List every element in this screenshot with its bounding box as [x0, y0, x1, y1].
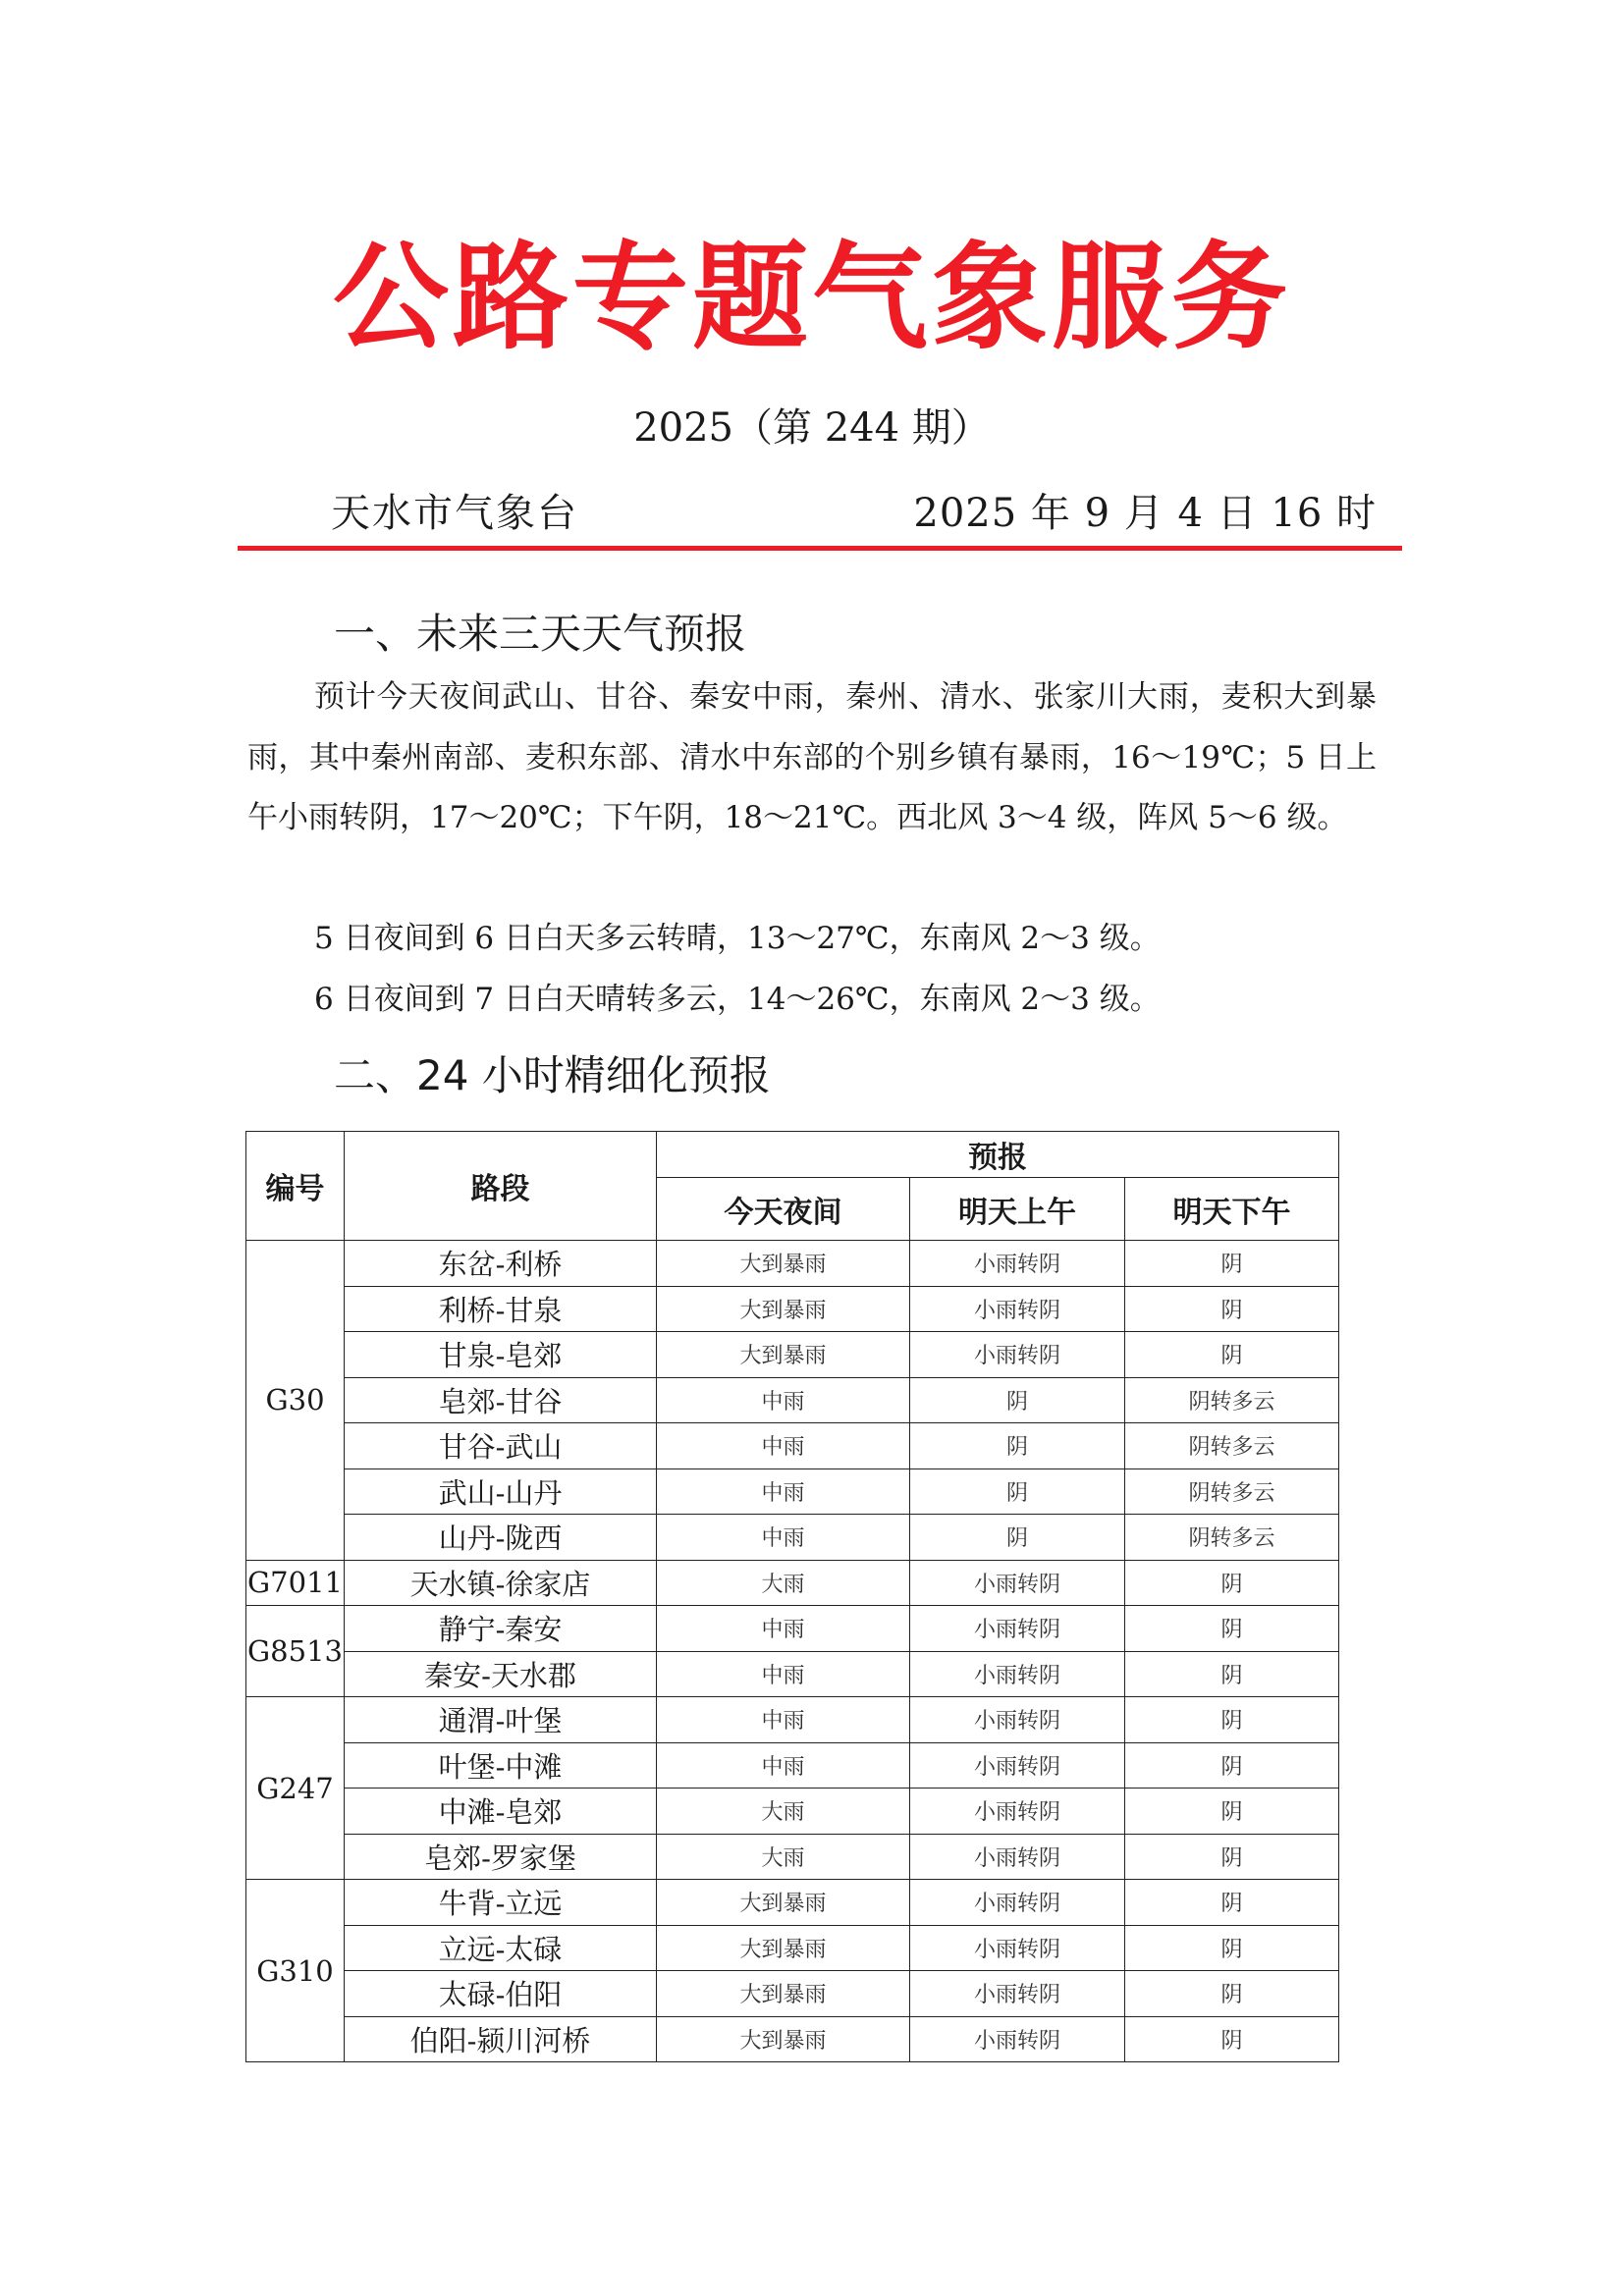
- tomorrow-pm-cell: 阴: [1125, 1332, 1339, 1378]
- header-segment: 路段: [345, 1132, 657, 1241]
- road-segment-cell: 皂郊-罗家堡: [345, 1834, 657, 1880]
- tonight-cell: 中雨: [657, 1651, 910, 1697]
- tonight-cell: 大到暴雨: [657, 1971, 910, 2017]
- road-segment-cell: 武山-山丹: [345, 1468, 657, 1515]
- road-code-cell: G7011: [246, 1560, 345, 1606]
- header-code: 编号: [246, 1132, 345, 1241]
- tomorrow-am-cell: 小雨转阴: [910, 1241, 1125, 1287]
- issue-number: 2025（第 244 期）: [633, 405, 991, 451]
- issuing-organization: 天水市气象台: [331, 491, 578, 536]
- tomorrow-am-cell: 小雨转阴: [910, 1880, 1125, 1926]
- tomorrow-am-cell: 阴: [910, 1377, 1125, 1423]
- tonight-cell: 大雨: [657, 1789, 910, 1835]
- section-heading-24h: 二、24 小时精细化预报: [334, 1051, 771, 1099]
- road-segment-cell: 利桥-甘泉: [345, 1286, 657, 1332]
- tonight-cell: 大雨: [657, 1834, 910, 1880]
- tomorrow-am-cell: 小雨转阴: [910, 1789, 1125, 1835]
- tonight-cell: 大到暴雨: [657, 1241, 910, 1287]
- road-segment-cell: 甘泉-皂郊: [345, 1332, 657, 1378]
- tonight-cell: 中雨: [657, 1515, 910, 1561]
- road-segment-cell: 山丹-陇西: [345, 1515, 657, 1561]
- tonight-cell: 大到暴雨: [657, 1286, 910, 1332]
- tomorrow-pm-cell: 阴: [1125, 1697, 1339, 1743]
- header-forecast: 预报: [657, 1132, 1339, 1178]
- road-code-cell: G8513: [246, 1606, 345, 1697]
- tomorrow-am-cell: 小雨转阴: [910, 1697, 1125, 1743]
- tonight-cell: 大到暴雨: [657, 1880, 910, 1926]
- tonight-cell: 中雨: [657, 1742, 910, 1789]
- table-row: [246, 1332, 1339, 1378]
- road-code-cell: G247: [246, 1697, 345, 1880]
- road-segment-cell: 太碌-伯阳: [345, 1971, 657, 2017]
- table-row: [246, 1834, 1339, 1880]
- tomorrow-am-cell: 小雨转阴: [910, 1834, 1125, 1880]
- road-segment-cell: 天水镇-徐家店: [345, 1560, 657, 1606]
- road-code-cell: G310: [246, 1880, 345, 2062]
- header-tomorrow-am: 明天上午: [910, 1178, 1125, 1241]
- road-segment-cell: 立远-太碌: [345, 1925, 657, 1971]
- tomorrow-pm-cell: 阴转多云: [1125, 1468, 1339, 1515]
- tonight-cell: 大雨: [657, 1560, 910, 1606]
- tomorrow-pm-cell: 阴: [1125, 1742, 1339, 1789]
- tomorrow-pm-cell: 阴: [1125, 1286, 1339, 1332]
- road-segment-cell: 通渭-叶堡: [345, 1697, 657, 1743]
- road-code-cell: G30: [246, 1241, 345, 1561]
- header-tomorrow-pm: 明天下午: [1125, 1178, 1339, 1241]
- table-row: [246, 1286, 1339, 1332]
- tomorrow-pm-cell: 阴: [1125, 1789, 1339, 1835]
- table-row: [246, 1606, 1339, 1652]
- table-row: [246, 1560, 1339, 1606]
- table-row: [246, 1377, 1339, 1423]
- tomorrow-am-cell: 小雨转阴: [910, 1286, 1125, 1332]
- issue-date: 2025 年 9 月 4 日 16 时: [913, 491, 1377, 536]
- table-row: [246, 1971, 1339, 2017]
- forecast-paragraph-3: 6 日夜间到 7 日白天晴转多云，14～26℃，东南风 2～3 级。: [314, 982, 1161, 1017]
- tomorrow-am-cell: 小雨转阴: [910, 1971, 1125, 2017]
- tonight-cell: 中雨: [657, 1423, 910, 1469]
- forecast-paragraph-1: 预计今天夜间武山、甘谷、秦安中雨，秦州、清水、张家川大雨，麦积大到暴雨，其中秦州南部、麦积东部、清水中东部的个别乡镇有暴雨，16～19℃；5 日上午小雨转阴，17～20℃；下午阴，18～21℃。西北风 3～4 级，阵风 5～6 级。: [247, 679, 1377, 835]
- tomorrow-am-cell: 小雨转阴: [910, 1651, 1125, 1697]
- tomorrow-am-cell: 小雨转阴: [910, 1606, 1125, 1652]
- tonight-cell: 大到暴雨: [657, 1332, 910, 1378]
- table-row: [246, 1789, 1339, 1835]
- header-divider: [238, 546, 1402, 551]
- tonight-cell: 中雨: [657, 1606, 910, 1652]
- road-segment-cell: 甘谷-武山: [345, 1423, 657, 1469]
- table-row: [246, 2016, 1339, 2062]
- forecast-paragraph-2: 5 日夜间到 6 日白天多云转晴，13～27℃，东南风 2～3 级。: [314, 921, 1161, 956]
- table-row: [246, 1423, 1339, 1469]
- tomorrow-am-cell: 阴: [910, 1468, 1125, 1515]
- document-title: 公路专题气象服务: [332, 230, 1291, 365]
- road-segment-cell: 中滩-皂郊: [345, 1789, 657, 1835]
- tomorrow-pm-cell: 阴: [1125, 1651, 1339, 1697]
- tomorrow-pm-cell: 阴: [1125, 1241, 1339, 1287]
- table-row: [246, 1241, 1339, 1287]
- tomorrow-am-cell: 小雨转阴: [910, 1742, 1125, 1789]
- tonight-cell: 中雨: [657, 1468, 910, 1515]
- table-row: [246, 1880, 1339, 1926]
- forecast-table: [245, 1131, 1339, 2062]
- road-segment-cell: 叶堡-中滩: [345, 1742, 657, 1789]
- section-heading-forecast: 一、未来三天天气预报: [334, 610, 747, 658]
- tomorrow-pm-cell: 阴: [1125, 2016, 1339, 2062]
- road-segment-cell: 静宁-秦安: [345, 1606, 657, 1652]
- tomorrow-am-cell: 小雨转阴: [910, 1560, 1125, 1606]
- road-segment-cell: 皂郊-甘谷: [345, 1377, 657, 1423]
- tomorrow-pm-cell: 阴转多云: [1125, 1423, 1339, 1469]
- table-row: [246, 1515, 1339, 1561]
- tomorrow-am-cell: 小雨转阴: [910, 1925, 1125, 1971]
- forecast-table-body: [246, 1241, 1339, 2062]
- tomorrow-pm-cell: 阴: [1125, 1834, 1339, 1880]
- road-segment-cell: 秦安-天水郡: [345, 1651, 657, 1697]
- road-segment-cell: 伯阳-颍川河桥: [345, 2016, 657, 2062]
- tonight-cell: 中雨: [657, 1697, 910, 1743]
- road-segment-cell: 东岔-利桥: [345, 1241, 657, 1287]
- table-row: [246, 1697, 1339, 1743]
- tonight-cell: 中雨: [657, 1377, 910, 1423]
- tomorrow-pm-cell: 阴转多云: [1125, 1515, 1339, 1561]
- tomorrow-am-cell: 阴: [910, 1515, 1125, 1561]
- tomorrow-am-cell: 小雨转阴: [910, 2016, 1125, 2062]
- tomorrow-pm-cell: 阴: [1125, 1971, 1339, 2017]
- table-row: [246, 1925, 1339, 1971]
- table-row: [246, 1742, 1339, 1789]
- tomorrow-pm-cell: 阴转多云: [1125, 1377, 1339, 1423]
- tonight-cell: 大到暴雨: [657, 1925, 910, 1971]
- road-segment-cell: 牛背-立远: [345, 1880, 657, 1926]
- tomorrow-am-cell: 小雨转阴: [910, 1332, 1125, 1378]
- tonight-cell: 大到暴雨: [657, 2016, 910, 2062]
- tomorrow-am-cell: 阴: [910, 1423, 1125, 1469]
- tomorrow-pm-cell: 阴: [1125, 1925, 1339, 1971]
- tomorrow-pm-cell: 阴: [1125, 1880, 1339, 1926]
- table-row: [246, 1468, 1339, 1515]
- tomorrow-pm-cell: 阴: [1125, 1560, 1339, 1606]
- header-tonight: 今天夜间: [657, 1178, 910, 1241]
- tomorrow-pm-cell: 阴: [1125, 1606, 1339, 1652]
- table-row: [246, 1651, 1339, 1697]
